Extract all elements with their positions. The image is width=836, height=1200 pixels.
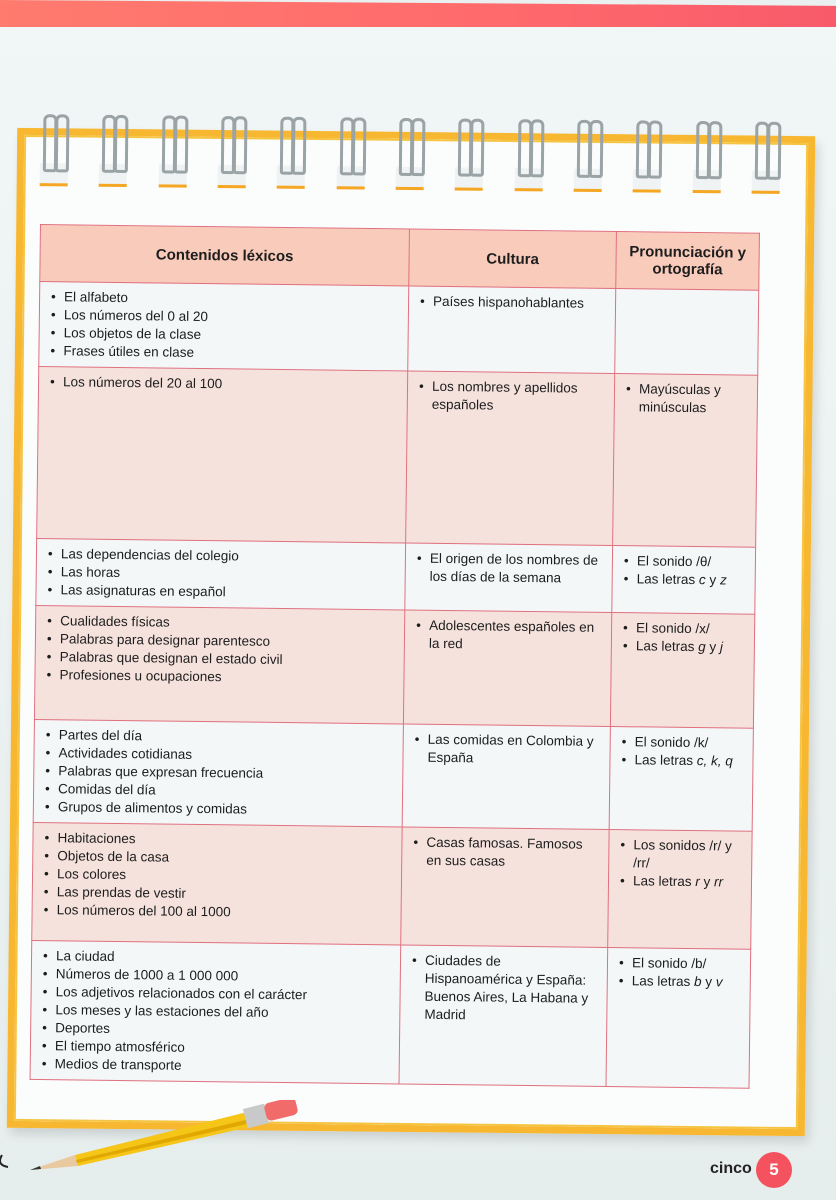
item-text: Ciudades de Hispanoamérica y España: Buenos Aires, La Habana y Madrid xyxy=(424,952,589,1023)
item-text: Mayúsculas y minúsculas xyxy=(638,381,721,416)
header-lexico: Contenidos léxicos xyxy=(40,225,410,287)
ring-icon xyxy=(158,115,187,187)
item-text: La ciudad xyxy=(55,948,115,964)
item-text: y xyxy=(705,639,721,655)
item-text: Las asignaturas en español xyxy=(60,582,226,600)
table-row xyxy=(37,366,758,547)
list-item xyxy=(632,972,742,991)
item-text: El origen de los nombres de los días de la semana xyxy=(429,550,599,586)
table-row xyxy=(30,940,751,1088)
item-text: Los objetos de la clase xyxy=(63,325,202,342)
ring-icon xyxy=(752,122,781,194)
item-text: c xyxy=(698,572,706,588)
item-text: Las letras xyxy=(635,638,699,655)
table-row xyxy=(39,282,759,376)
cell-lexico xyxy=(30,940,401,1083)
item-text: Objetos de la casa xyxy=(57,848,170,865)
list-item xyxy=(432,378,606,416)
ring-icon xyxy=(336,117,365,189)
item-text: Los meses y las estaciones del año xyxy=(55,1002,269,1020)
item-text: El sonido /θ/ xyxy=(636,553,712,570)
list-item xyxy=(636,619,746,638)
ring-icon xyxy=(396,118,425,190)
item-text: Profesiones u ocupaciones xyxy=(59,667,222,685)
spiral-binding xyxy=(40,114,781,202)
item-text: Las dependencias del colegio xyxy=(60,546,239,564)
header-cultura: Cultura xyxy=(409,229,617,289)
item-text: Los adjetivos relacionados con el carácter xyxy=(55,984,308,1003)
item-text: Adolescentes españoles en la red xyxy=(428,617,595,652)
list-item xyxy=(430,550,604,588)
cell-cultura xyxy=(399,945,608,1087)
item-text: Palabras que designan el estado civil xyxy=(59,649,283,667)
cell-cultura xyxy=(406,371,615,546)
item-text: Casas famosas. Famosos en sus casas xyxy=(426,834,583,869)
item-text: Los números del 100 al 1000 xyxy=(56,902,231,920)
ring-icon xyxy=(633,120,662,192)
item-text: Cualidades físicas xyxy=(60,613,170,630)
table-row xyxy=(33,719,753,831)
list-item xyxy=(633,872,743,891)
item-text: El sonido /x/ xyxy=(636,620,710,637)
pencil-illustration xyxy=(0,1100,320,1190)
item-text: Deportes xyxy=(55,1020,111,1036)
cell-cultura xyxy=(408,286,616,374)
item-text: b xyxy=(693,974,702,990)
item-text: Palabras que expresan frecuencia xyxy=(58,763,264,781)
item-text: r xyxy=(695,874,700,890)
cell-pron xyxy=(612,546,756,615)
list-item xyxy=(57,901,393,923)
item-text: Las letras xyxy=(632,873,696,890)
list-item xyxy=(634,751,744,770)
ring-icon xyxy=(277,117,306,189)
cell-pron xyxy=(609,727,753,832)
item-text: Las letras xyxy=(631,973,695,990)
item-text: El sonido /b/ xyxy=(631,955,707,972)
list-item xyxy=(635,733,745,752)
item-text: El tiempo atmosférico xyxy=(54,1038,185,1055)
item-text: y xyxy=(701,974,716,990)
list-item xyxy=(60,581,396,603)
header-pronunciacion: Pronunciación y ortografía xyxy=(616,232,760,291)
cell-lexico xyxy=(34,605,404,723)
list-item xyxy=(632,954,742,973)
list-item xyxy=(636,637,746,656)
item-text: Medios de transporte xyxy=(54,1056,182,1073)
item-text: z xyxy=(719,572,727,588)
cell-cultura xyxy=(405,543,613,613)
cell-lexico xyxy=(33,719,403,827)
list-item xyxy=(427,731,601,769)
list-item xyxy=(58,798,394,820)
cell-lexico xyxy=(32,822,402,944)
item-text: Comidas del día xyxy=(58,781,156,798)
cell-pron xyxy=(613,374,758,548)
item-text: Los nombres y apellidos españoles xyxy=(431,378,578,413)
item-text: Los números del 20 al 100 xyxy=(62,374,223,392)
item-text: Los sonidos /r/ y /rr/ xyxy=(633,837,732,871)
page-word: cinco xyxy=(710,1160,752,1177)
item-text: El sonido /k/ xyxy=(634,734,709,751)
list-item xyxy=(63,342,399,364)
item-text: y xyxy=(705,572,721,588)
table-row xyxy=(32,822,752,949)
ring-icon xyxy=(40,114,69,186)
list-item xyxy=(429,617,603,655)
list-item xyxy=(637,570,747,589)
item-text: Palabras para designar parentesco xyxy=(59,631,271,649)
ring-icon xyxy=(514,119,543,191)
item-text: c, k, q xyxy=(696,753,733,769)
list-item xyxy=(433,293,607,313)
item-text: j xyxy=(719,639,724,655)
cell-lexico xyxy=(39,282,409,372)
list-item xyxy=(424,952,599,1026)
item-text: Frases útiles en clase xyxy=(63,343,195,360)
item-text: Partes del día xyxy=(58,727,143,744)
table-row xyxy=(36,538,756,614)
ring-icon xyxy=(218,116,247,188)
cell-cultura xyxy=(402,724,610,830)
item-text: Países hispanohablantes xyxy=(432,293,585,311)
item-text: Las horas xyxy=(60,564,121,581)
contents-table xyxy=(30,224,760,1089)
item-text: Los colores xyxy=(56,866,127,883)
item-text: g xyxy=(698,639,706,655)
item-text: Grupos de alimentos y comidas xyxy=(57,799,248,817)
item-text: Las letras xyxy=(636,571,700,588)
cell-lexico xyxy=(37,366,408,542)
item-text: El alfabeto xyxy=(64,289,128,306)
cell-pron xyxy=(608,829,752,949)
page-number-badge: 5 xyxy=(756,1152,792,1188)
list-item xyxy=(639,380,749,417)
list-item xyxy=(55,1055,391,1077)
ring-icon xyxy=(574,120,603,192)
table-header-row xyxy=(40,225,760,291)
item-text: Las prendas de vestir xyxy=(56,884,187,901)
item-text: Habitaciones xyxy=(57,830,136,847)
item-text: Las comidas en Colombia y España xyxy=(427,731,594,766)
item-text: rr xyxy=(713,874,724,890)
list-item xyxy=(59,666,395,688)
list-item xyxy=(637,552,747,571)
cell-cultura xyxy=(403,610,611,727)
table-row xyxy=(34,605,754,728)
item-text: Números de 1000 a 1 000 000 xyxy=(55,966,239,984)
list-item xyxy=(63,373,399,395)
cell-pron xyxy=(615,289,759,376)
list-item xyxy=(426,834,600,872)
cell-cultura xyxy=(401,827,609,948)
cell-lexico xyxy=(36,538,406,610)
cell-pron xyxy=(610,613,754,729)
item-text: Los números del 0 al 20 xyxy=(63,307,209,325)
ring-icon xyxy=(99,115,128,187)
item-text: Las letras xyxy=(634,752,697,769)
ring-icon xyxy=(455,118,484,190)
ring-icon xyxy=(692,121,721,193)
item-text: Actividades cotidianas xyxy=(58,745,193,762)
cell-pron xyxy=(606,947,751,1088)
list-item xyxy=(633,836,743,873)
item-text: v xyxy=(715,974,723,990)
item-text: y xyxy=(699,874,715,890)
